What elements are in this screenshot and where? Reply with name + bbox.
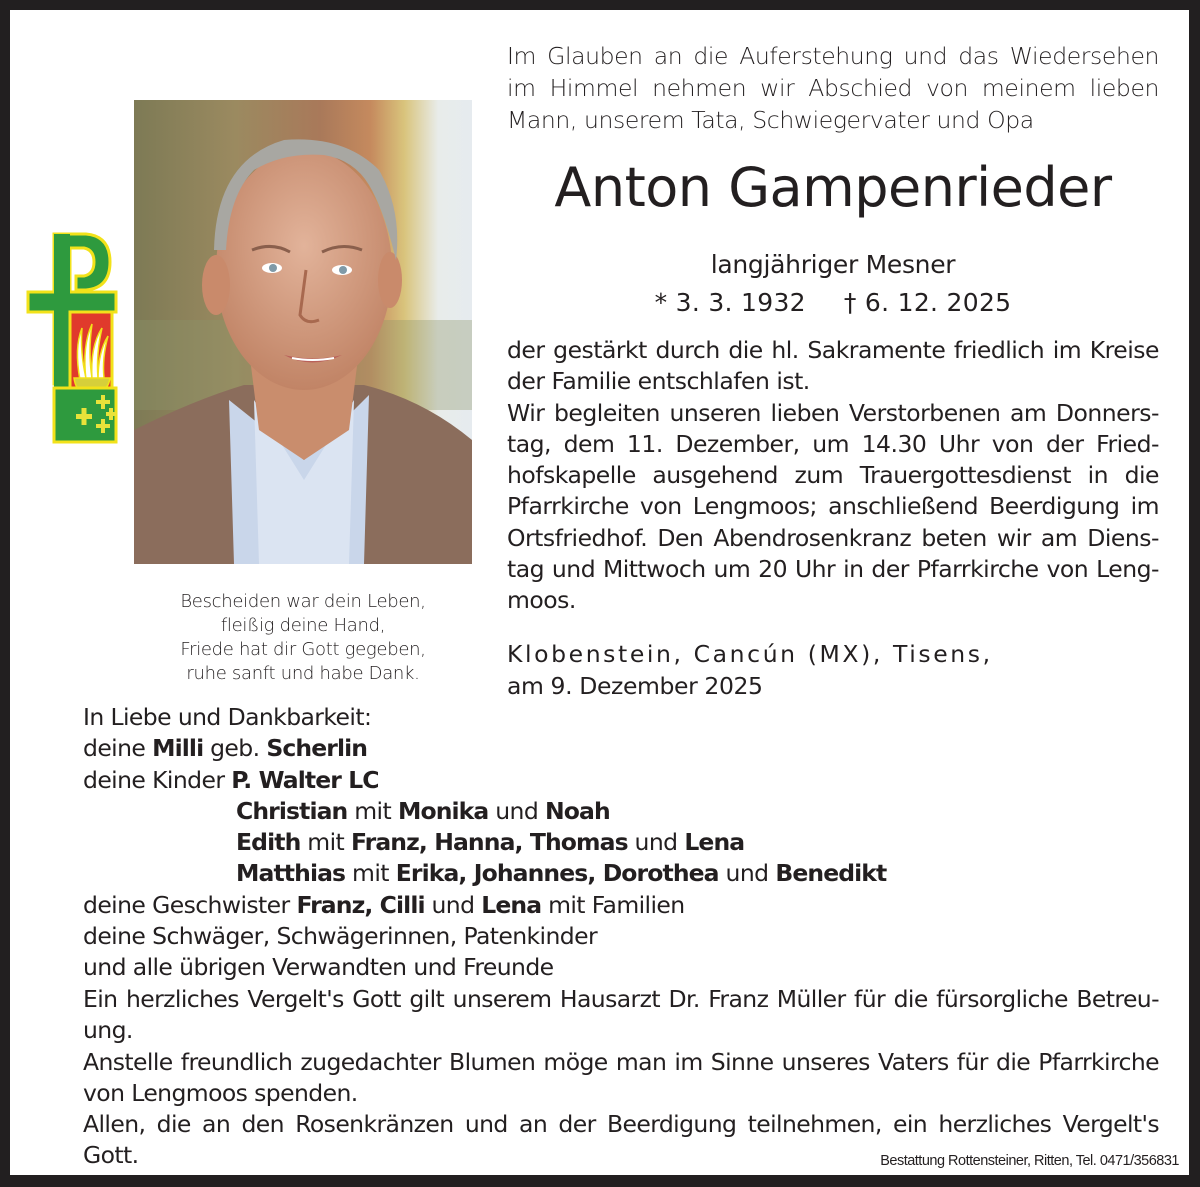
acknowledgements <box>83 984 1159 1172</box>
deceased-role: langjähriger Mesner <box>710 250 956 279</box>
children-row: Christian mit Monika und Noah <box>236 796 610 825</box>
body-line: der Familie entschlafen ist. <box>507 367 810 396</box>
notice-date: am 9. Dezember 2025 <box>507 672 763 700</box>
spouse-maiden-name: Scherlin <box>266 734 368 763</box>
intro-text <box>507 40 1159 136</box>
poem-line: fleißig deine Hand, <box>220 615 386 636</box>
obituary-notice <box>10 10 1189 1175</box>
funeral-home-credit: Bestattung Rottensteiner, Ritten, Tel. 0471/356831 <box>880 1153 1179 1169</box>
body-line: hofskapelle ausgehend zum Trauergottesdienst in die <box>507 461 1159 490</box>
deceased-name: Anton Gampenrieder <box>554 156 1112 219</box>
birth-date: * 3. 3. 1932 <box>654 288 806 317</box>
child-name: P. Walter LC <box>231 765 379 794</box>
children-row: deine Kinder P. Walter LC <box>83 765 379 794</box>
thanks-line: Gott. <box>83 1141 139 1170</box>
thanks-line: ung. <box>83 1016 133 1045</box>
thanks-line: von Lengmoos spenden. <box>83 1078 358 1107</box>
spouse-name: Milli <box>152 734 204 763</box>
siblings-row: deine Geschwister Franz, Cilli und Lena mit Familien <box>83 890 685 919</box>
body-line: tag, dem 11. Dezember, um 14.30 Uhr von der Fried- <box>507 429 1159 458</box>
intro-line: Im Glauben an die Auferstehung und das Wiedersehen <box>507 42 1159 70</box>
mourners-heading: In Liebe und Dankbarkeit: <box>83 703 372 731</box>
body-line: tag und Mittwoch um 20 Uhr in der Pfarrkirche von Leng- <box>507 555 1159 584</box>
place-locations: Klobenstein, Cancún (MX), Tisens, <box>507 640 993 668</box>
spouse-row: deine Milli geb. Scherlin <box>83 734 368 763</box>
thanks-line: Ein herzliches Vergelt's Gott gilt unserem Hausarzt Dr. Franz Müller für die fürsorgliche Betreu- <box>83 985 1159 1013</box>
funeral-details <box>507 335 1159 617</box>
intro-line: Mann, unserem Tata, Schwiegervater und Opa <box>507 106 1034 134</box>
poem-line: Friede hat dir Gott gegeben, <box>180 639 426 660</box>
portrait-photo <box>134 100 472 564</box>
mourners-list <box>83 702 983 984</box>
thanks-line: Allen, die an den Rosenkränzen und an der Beerdigung teilnehmen, ein herzliches Vergelt's <box>83 1110 1159 1139</box>
place-and-date <box>507 638 1159 702</box>
others-row: und alle übrigen Verwandten und Freunde <box>83 953 554 982</box>
body-line: moos. <box>507 586 576 615</box>
intro-line: im Himmel nehmen wir Abschied von meinem lieben <box>507 74 1159 102</box>
chi-rho-emblem-icon <box>24 228 120 448</box>
children-row: Edith mit Franz, Hanna, Thomas und Lena <box>236 828 745 857</box>
memorial-poem <box>134 590 472 686</box>
inlaws-row: deine Schwäger, Schwägerinnen, Patenkinder <box>83 922 598 951</box>
life-dates <box>507 286 1159 320</box>
body-line: Pfarrkirche von Lengmoos; anschließend Beerdigung im <box>507 492 1159 521</box>
body-line: der gestärkt durch die hl. Sakramente friedlich im Kreise <box>507 336 1159 364</box>
thanks-line: Anstelle freundlich zugedachter Blumen möge man im Sinne unseres Vaters für die Pfarrkirche <box>83 1047 1159 1076</box>
poem-line: Bescheiden war dein Leben, <box>180 591 426 612</box>
body-line: Wir begleiten unseren lieben Verstorbenen am Donners- <box>507 398 1159 427</box>
death-date: † 6. 12. 2025 <box>843 288 1012 317</box>
poem-line: ruhe sanft und habe Dank. <box>186 663 420 684</box>
body-line: Ortsfriedhof. Den Abendrosenkranz beten wir am Diens- <box>507 523 1159 552</box>
children-row: Matthias mit Erika, Johannes, Dorothea und Benedikt <box>236 859 887 888</box>
